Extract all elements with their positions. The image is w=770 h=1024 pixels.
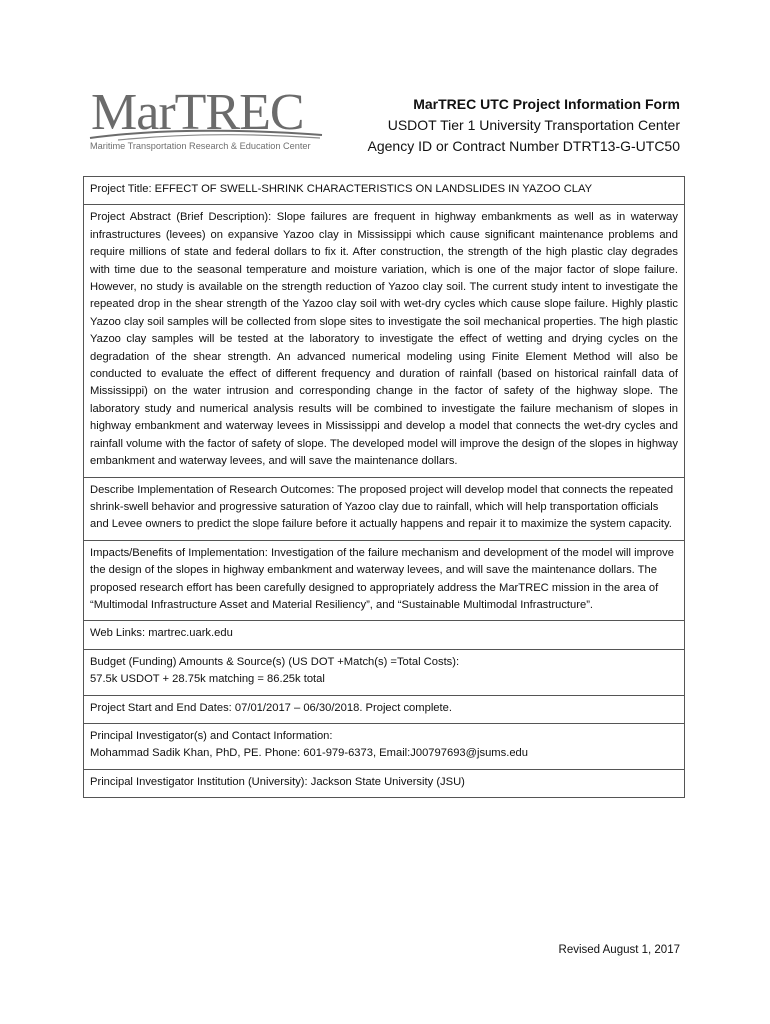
pi-contact: Mohammad Sadik Khan, PhD, PE. Phone: 601-979-6373, Email:J00797693@jsums.edu	[90, 747, 528, 760]
logo-tagline: Maritime Transportation Research & Education Center	[90, 141, 311, 151]
project-title-row: Project Title: EFFECT OF SWELL-SHRINK CHARACTERISTICS ON LANDSLIDES IN YAZOO CLAY	[90, 183, 593, 195]
agency-id: Agency ID or Contract Number DTRT13-G-UTC50	[367, 138, 680, 154]
form-subtitle: USDOT Tier 1 University Transportation Center	[387, 117, 680, 133]
budget-row	[84, 649, 684, 695]
revision-date: Revised August 1, 2017	[558, 944, 680, 956]
implementation-row: Describe Implementation of Research Outcomes: The proposed project will develop model that connects the repeated shrink-swell behavior and progressive saturation of Yazoo clay due to rainfall, which will help transportation officials and Levee owners to predict the slope failure before it actually happens and repair it to maximize the system capacity.	[84, 477, 684, 540]
pi-row	[84, 723, 684, 769]
budget-label: Budget (Funding) Amounts & Source(s) (US DOT +Match(s) =Total Costs):	[90, 655, 460, 668]
logo-wordmark: MarTREC	[91, 84, 304, 141]
project-abstract-row: Project Abstract (Brief Description): Slope failures are frequent in highway embankments as well as in waterway infrastructures (levees) on expansive Yazoo clay in Mississippi which cause significant maintenance problems and require millions of state and federal dollars to fix it. After construction, the strength of the high plastic clay degrades with time due to the seasonal temperature and moisture variation, which is one of the major factor of slope failure. However, no study is available on the strength reduction of Yazoo clay soil. The current study intent to investigate the repeated drop in the shear strength of the Yazoo clay soil with wet-dry cycles which cause slope failure. Highly plastic Yazoo clay soil samples will be collected from slope sites to investigate the soil mechanical properties. The high plastic Yazoo clay samples will be tested at the laboratory to investigate the effect of wetting and drying cycles on the degradation of the shear strength. An advanced numerical modeling using Finite Element Method will also be conducted to evaluate the effect of different frequency and duration of rainfall (based on historical rainfall data of Mississippi) on the water intrusion and corresponding change in the factor of safety of the highway slope. The laboratory study and numerical analysis results will be combined to investigate the failure mechanism of slopes in highway embankment and waterway levees in Mississippi and develop a model that connects the wet-dry cycles and rainfall volume with the factor of safety of slope. The developed model will improve the design of the slopes in highway embankment and waterway levees, and will save the maintenance dollars.	[84, 204, 684, 476]
institution-row: Principal Investigator Institution (University): Jackson State University (JSU)	[84, 769, 684, 797]
impacts-row: Impacts/Benefits of Implementation: Investigation of the failure mechanism and development of the model will improve the design of the slopes in highway embankment and waterway levees, and will save the maintenance dollars. The proposed research effort has been carefully designed to appropriately address the MarTREC mission in the area of “Multimodal Infrastructure Asset and Material Resiliency”, and “Sustainable Multimodal Infrastructure”.	[84, 540, 684, 621]
martrec-logo	[88, 86, 324, 158]
dates-row: Project Start and End Dates: 07/01/2017 – 06/30/2018. Project complete.	[84, 695, 684, 723]
web-links-row: Web Links: martrec.uark.edu	[84, 620, 684, 648]
project-info-table	[83, 176, 685, 798]
budget-value: 57.5k USDOT + 28.75k matching = 86.25k total	[90, 673, 325, 686]
pi-label: Principal Investigator(s) and Contact Information:	[90, 729, 333, 742]
form-header	[368, 94, 681, 157]
form-title: MarTREC UTC Project Information Form	[413, 96, 680, 112]
